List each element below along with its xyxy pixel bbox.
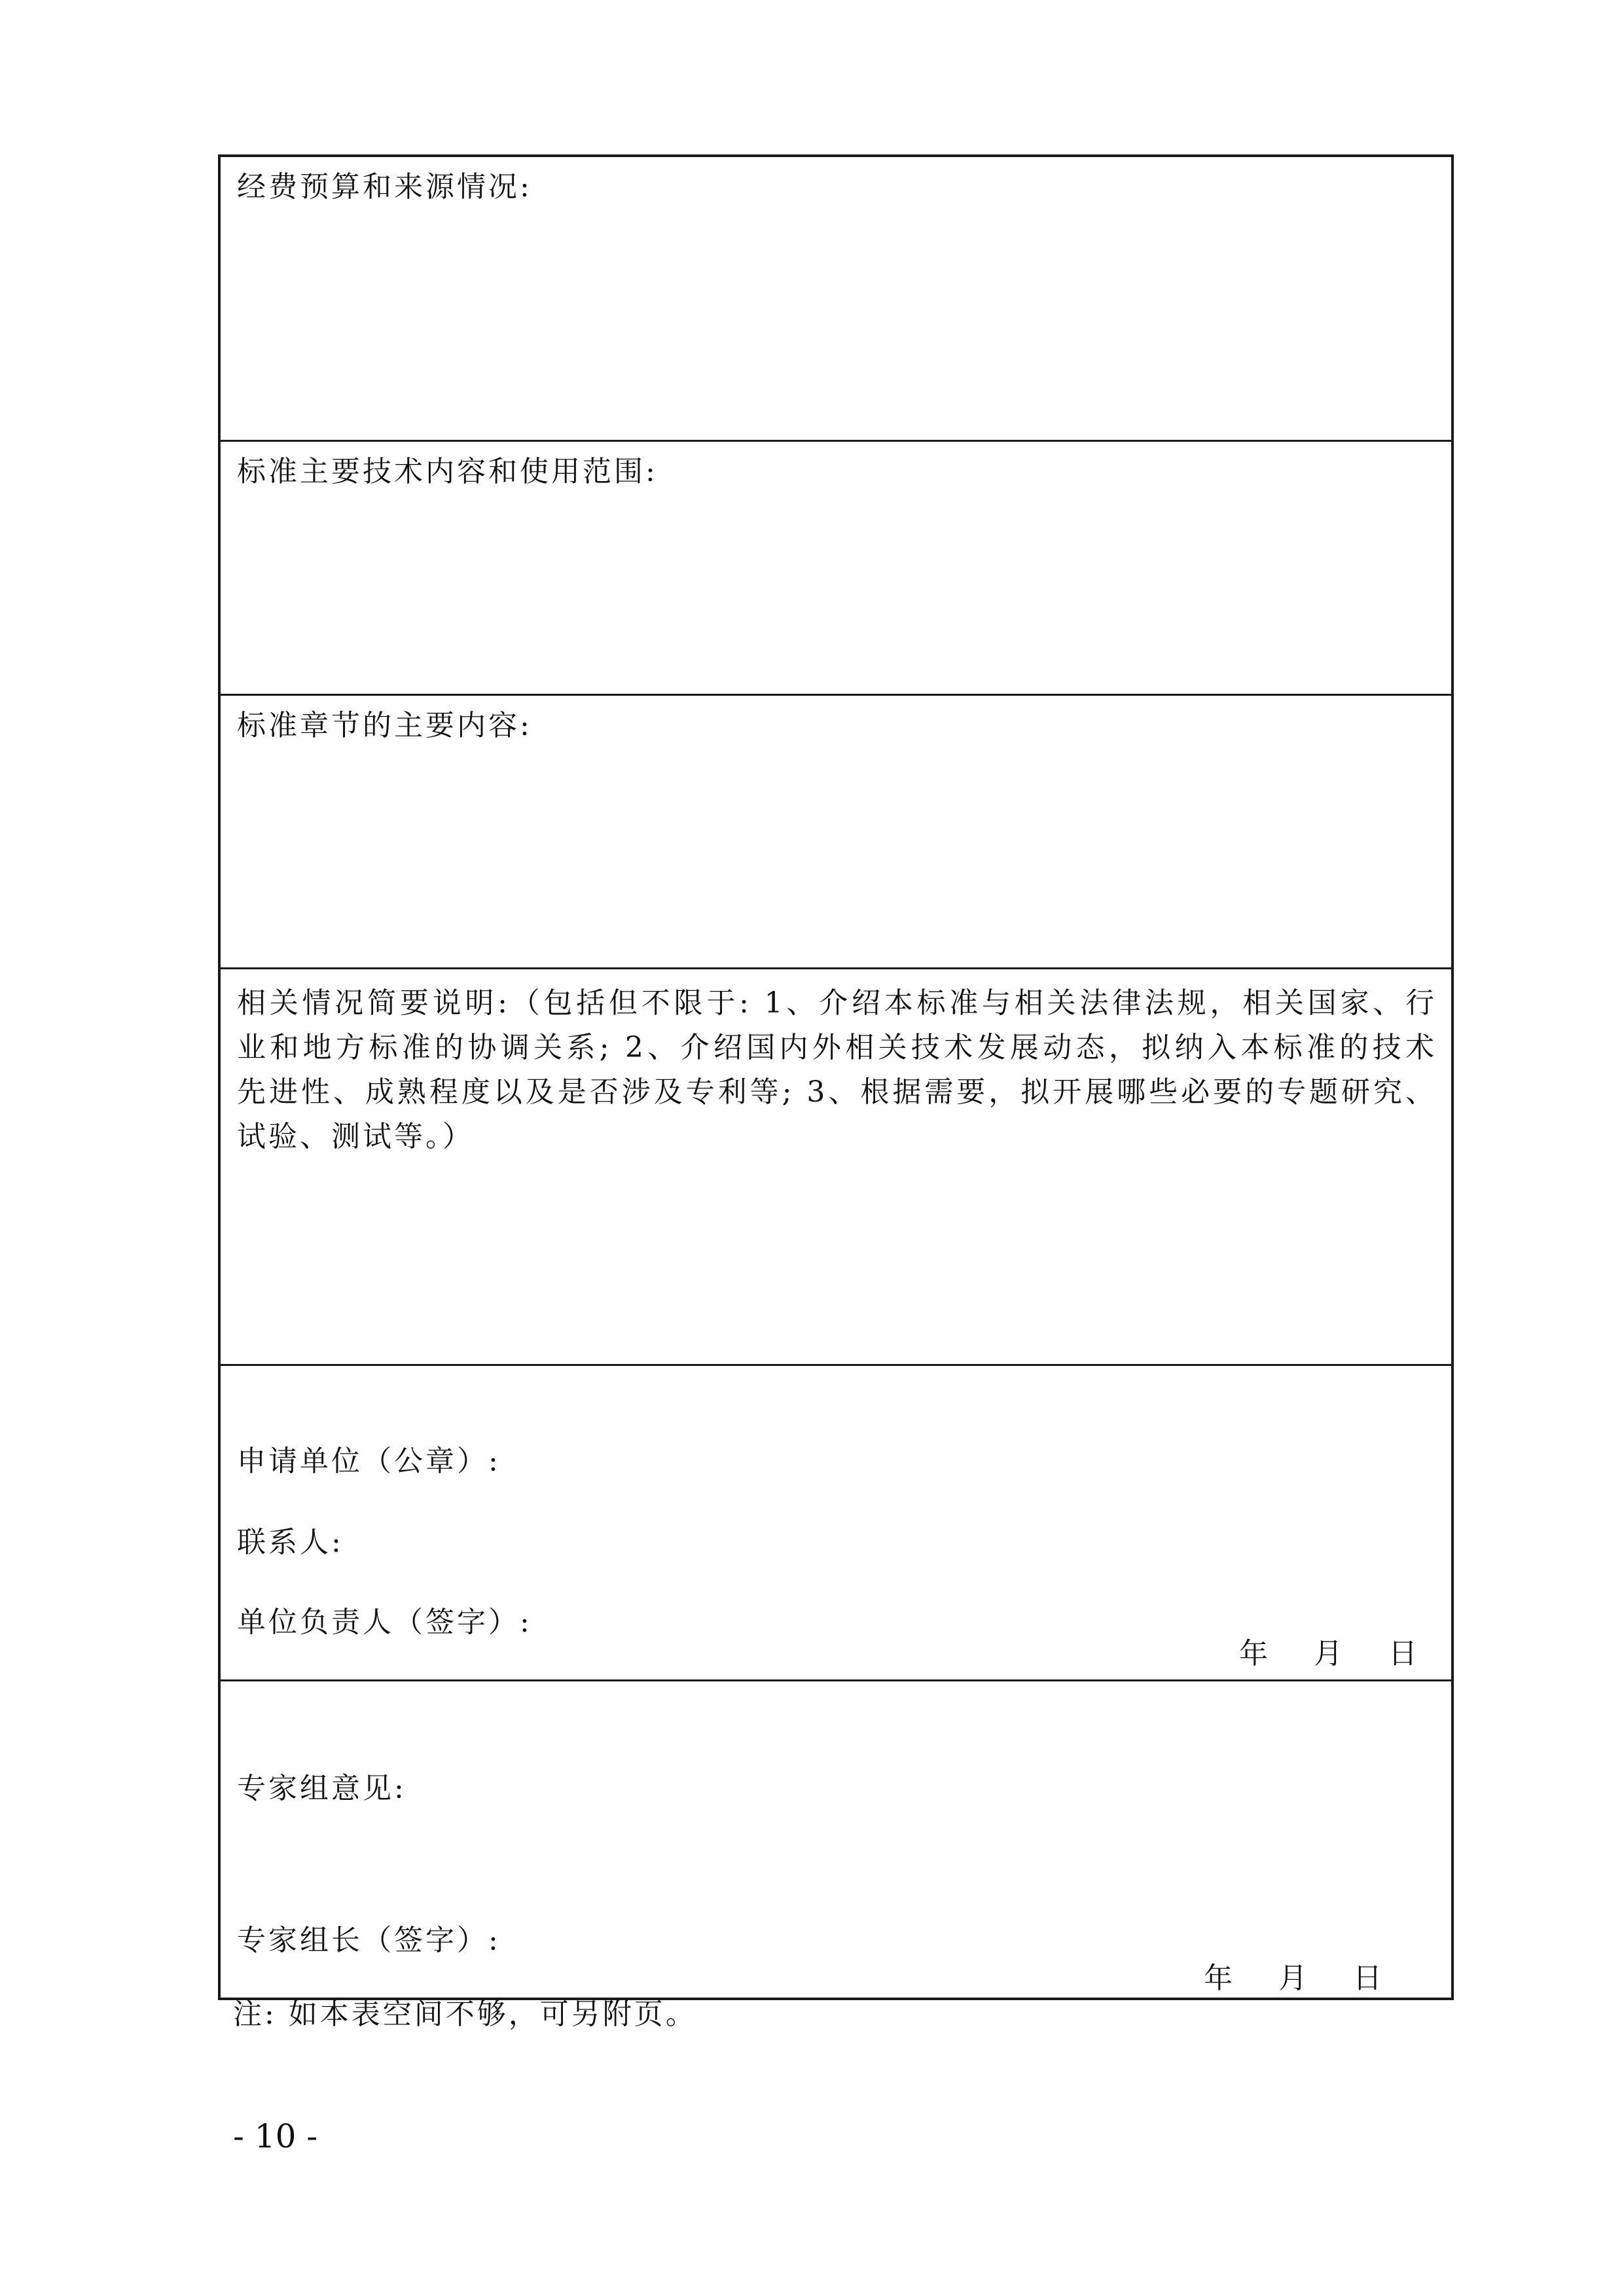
year-label: 年	[1204, 1962, 1233, 1995]
applicant-section	[221, 1364, 1451, 1679]
expert-section	[221, 1679, 1451, 2003]
notes-line: 试验、测试等。）	[237, 1120, 474, 1153]
applicant-unit-label: 申请单位（公章）:	[237, 1444, 501, 1478]
footnote: 注: 如本表空间不够，可另附页。	[233, 1998, 697, 2031]
expert-opinion-label: 专家组意见:	[237, 1772, 406, 1805]
technical-scope-label: 标准主要技术内容和使用范围:	[237, 455, 658, 488]
expert-leader-signature-label: 专家组长（签字）:	[237, 1924, 501, 1957]
day-label: 日	[1388, 1637, 1417, 1670]
budget-section	[221, 157, 1451, 440]
chapters-label: 标准章节的主要内容:	[237, 709, 532, 742]
expert-date-line	[1204, 1959, 1382, 1998]
notes-line: 相关情况简要说明:（包括但不限于: 1、介绍本标准与相关法律法规，相关国家、行	[237, 986, 1437, 1020]
application-form-table	[218, 154, 1454, 2000]
page-number: - 10 -	[233, 2117, 318, 2155]
month-label: 月	[1278, 1962, 1307, 1995]
notes-line: 先进性、成熟程度以及是否涉及专利等; 3、根据需要，拟开展哪些必要的专题研究、	[237, 1075, 1437, 1109]
year-label: 年	[1239, 1637, 1268, 1670]
day-label: 日	[1353, 1962, 1382, 1995]
related-notes-text	[237, 981, 1437, 1159]
unit-leader-signature-label: 单位负责人（签字）:	[237, 1605, 532, 1639]
contact-person-label: 联系人:	[237, 1526, 344, 1559]
chapters-section	[221, 694, 1451, 967]
month-label: 月	[1314, 1637, 1343, 1670]
notes-line: 业和地方标准的协调关系; 2、介绍国内外相关技术发展动态，拟纳入本标准的技术	[237, 1031, 1437, 1064]
technical-scope-section	[221, 440, 1451, 694]
applicant-date-line	[1239, 1634, 1417, 1674]
related-notes-section	[221, 967, 1451, 1364]
budget-label: 经费预算和来源情况:	[237, 170, 532, 204]
